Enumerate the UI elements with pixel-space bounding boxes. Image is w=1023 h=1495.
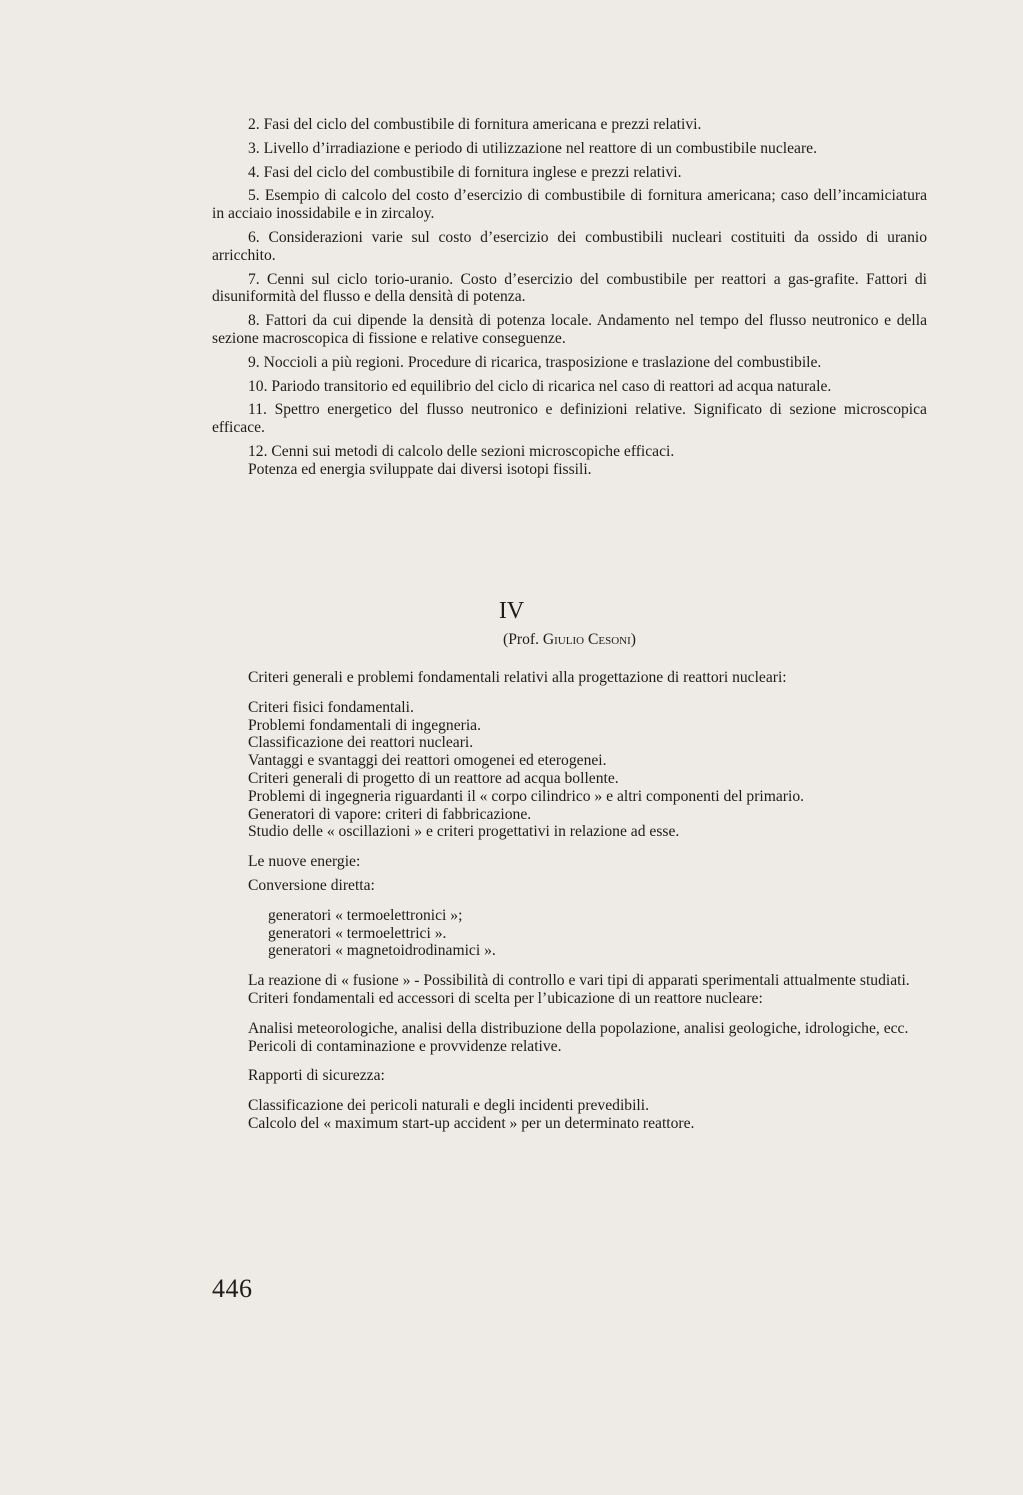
list-item <box>212 116 927 134</box>
item-text: Pariodo transitorio ed equilibrio del ciclo di ricarica nel caso di reattori ad acqua naturale. <box>271 377 832 395</box>
topic-line: Vantaggi e svantaggi dei reattori omogenei ed eterogenei. <box>248 752 607 770</box>
author-name: Giulio Cesoni <box>542 631 631 648</box>
list-item <box>212 401 927 437</box>
generator-line: generatori « magnetoidrodinamici ». <box>268 942 496 960</box>
item-text: Cenni sul ciclo torio-uranio. Costo d’esercizio del combustibile per reattori a gas-grafite. Fattori di disuniformità del flusso e della densità di potenza. <box>212 270 927 306</box>
topic-line: Criteri generali di progetto di un reattore ad acqua bollente. <box>248 769 619 787</box>
topic-line: Classificazione dei reattori nucleari. <box>248 734 474 752</box>
item-text: Fasi del ciclo del combustibile di fornitura inglese e prezzi relativi. <box>263 163 682 181</box>
item-number: 10. <box>248 377 268 395</box>
topic-line: Studio delle « oscillazioni » e criteri progettativi in relazione ad esse. <box>248 823 680 841</box>
item-text: Considerazioni varie sul costo d’esercizio dei combustibili nucleari costituiti da ossido di uranio arricchito. <box>212 228 927 264</box>
item-text: Noccioli a più regioni. Procedure di ricarica, trasposizione e traslazione del combustibile. <box>263 353 822 371</box>
item-number: 5. <box>248 187 260 205</box>
item-number: 6. <box>248 228 260 246</box>
list-item <box>212 229 927 265</box>
author-prefix: (Prof. <box>503 631 539 648</box>
generator-line: generatori « termoelettronici »; <box>268 906 463 924</box>
fusion-paragraph: La reazione di « fusione » - Possibilità di controllo e vari tipi di apparati sperimentali attualmente studiati. <box>248 972 910 990</box>
item-number: 8. <box>248 312 260 330</box>
list-item <box>212 164 927 182</box>
topic-line: Problemi fondamentali di ingegneria. <box>248 716 481 734</box>
generator-line: generatori « termoelettrici ». <box>268 924 447 942</box>
safety-item: Calcolo del « maximum start-up accident » per un determinato reattore. <box>248 1114 695 1132</box>
page-number: 446 <box>212 1274 253 1303</box>
item-text: Spettro energetico del flusso neutronico e definizioni relative. Significato di sezione microscopica efficace. <box>212 401 927 437</box>
hazards-line: Pericoli di contaminazione e provvidenze relative. <box>248 1037 562 1055</box>
intro-paragraph: Criteri generali e problemi fondamentali relativi alla progettazione di reattori nucleari: <box>248 669 787 686</box>
list-item <box>212 378 927 396</box>
item-text: Fasi del ciclo del combustibile di fornitura americana e prezzi relativi. <box>263 116 702 133</box>
item-text: Esempio di calcolo del costo d’esercizio di combustibile di fornitura americana; caso dell’incamiciatura in acciaio inossidabile e in zircaloy. <box>212 187 928 223</box>
list-item <box>212 354 927 372</box>
safety-heading: Rapporti di sicurezza: <box>248 1067 385 1085</box>
list-item <box>212 443 927 461</box>
safety-item: Classificazione dei pericoli naturali e degli incidenti prevedibili. <box>248 1097 649 1115</box>
list-item <box>212 312 927 348</box>
author-suffix: ) <box>630 631 636 648</box>
item-number: 11. <box>248 401 267 419</box>
siting-paragraph: Criteri fondamentali ed accessori di scelta per l’ubicazione di un reattore nucleare: <box>248 989 763 1007</box>
section-body <box>212 669 927 1133</box>
analyses-paragraph: Analisi meteorologiche, analisi della distribuzione della popolazione, analisi geologiche, idrologiche, ecc. <box>248 1019 909 1037</box>
item-number: 3. <box>248 139 260 157</box>
section-author <box>212 631 927 649</box>
item-number: 2. <box>248 116 260 133</box>
item-text: Livello d’irradiazione e periodo di utilizzazione nel reattore di un combustibile nucleare. <box>263 139 817 157</box>
list-tail: Potenza ed energia sviluppate dai diversi isotopi fissili. <box>248 460 592 478</box>
topic-line: Problemi di ingegneria riguardanti il « corpo cilindrico » e altri componenti del primario. <box>248 787 805 805</box>
list-item <box>212 140 927 158</box>
topic-line: Criteri fisici fondamentali. <box>248 698 414 716</box>
conversion-heading: Conversione diretta: <box>248 876 375 894</box>
top-numbered-list <box>212 116 927 479</box>
item-text: Fattori da cui dipende la densità di potenza locale. Andamento nel tempo del flusso neutronico e della sezione macroscopica di fissione e relative conseguenze. <box>212 312 927 347</box>
energies-heading: Le nuove energie: <box>248 853 361 871</box>
item-text: Cenni sui metodi di calcolo delle sezioni microscopiche efficaci. <box>271 442 675 460</box>
list-item <box>212 187 927 223</box>
item-number: 7. <box>248 270 260 288</box>
topic-line: Generatori di vapore: criteri di fabbricazione. <box>248 805 532 823</box>
item-number: 9. <box>248 353 260 371</box>
list-item <box>212 271 927 307</box>
item-number: 12. <box>248 442 268 460</box>
section-numeral: IV <box>498 598 525 624</box>
item-number: 4. <box>248 163 260 181</box>
